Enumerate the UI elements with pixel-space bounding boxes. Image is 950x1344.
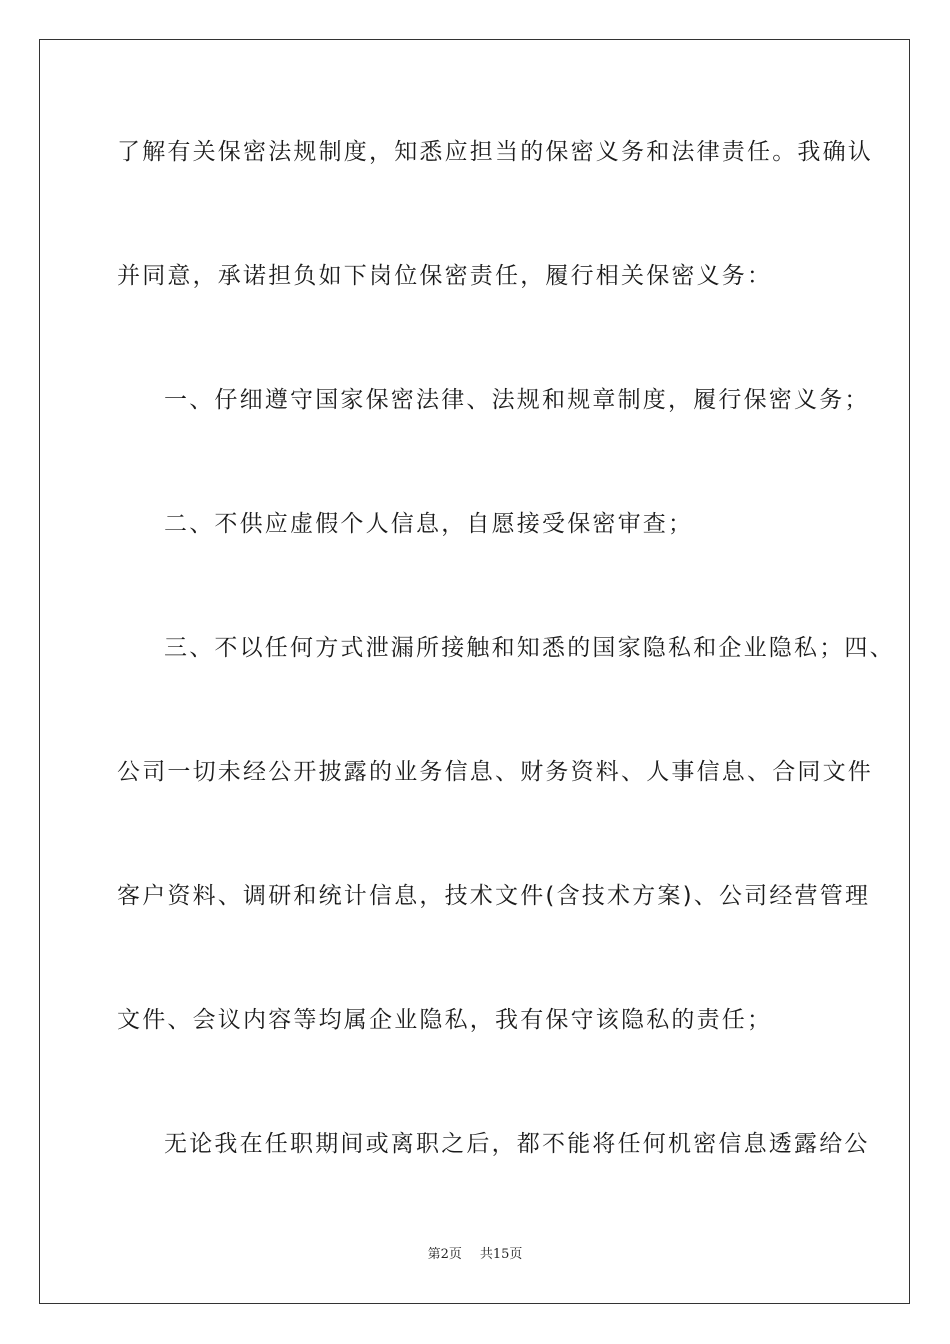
paragraph-line-2: 并同意，承诺担负如下岗位保密责任，履行相关保密义务： (117, 263, 773, 289)
clause-3-line: 三、不以任何方式泄漏所接触和知悉的国家隐私和企业隐私；四、 (164, 635, 895, 661)
page-border (39, 39, 910, 1304)
clause-4-line-2: 客户资料、调研和统计信息，技术文件(含技术方案)、公司经营管理 (117, 883, 871, 909)
paragraph-closing-line: 无论我在任职期间或离职之后，都不能将任何机密信息透露给公 (164, 1131, 870, 1157)
clause-4-line-1: 公司一切未经公开披露的业务信息、财务资料、人事信息、合同文件 (117, 759, 873, 785)
page-number: 第2页 (427, 1247, 462, 1262)
clause-2-line: 二、不供应虚假个人信息，自愿接受保密审查； (164, 511, 694, 537)
page-total: 共15页 (479, 1247, 523, 1262)
paragraph-line-1: 了解有关保密法规制度，知悉应担当的保密义务和法律责任。我确认 (117, 139, 873, 165)
clause-1-line: 一、仔细遵守国家保密法律、法规和规章制度，履行保密义务； (164, 387, 870, 413)
clause-4-line-3: 文件、会议内容等均属企业隐私，我有保守该隐私的责任； (117, 1007, 773, 1033)
page-footer (0, 1246, 950, 1264)
